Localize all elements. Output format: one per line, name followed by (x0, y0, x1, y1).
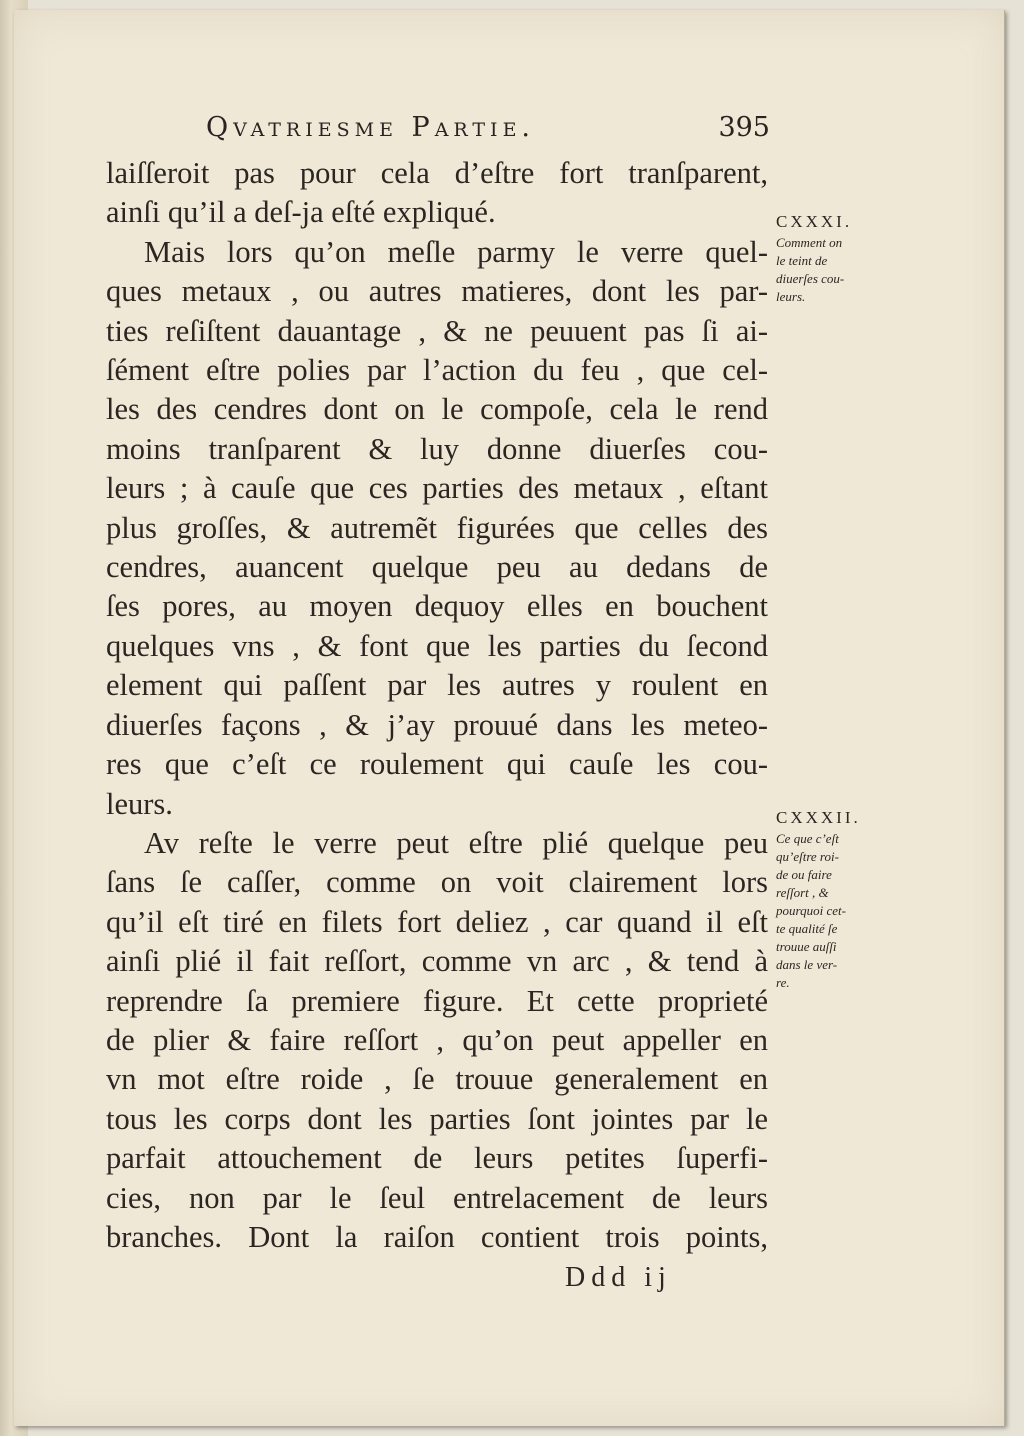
signature-mark: Ddd ij (565, 1262, 672, 1293)
text-line: ainſi qu’il a deſ-ja eſté expliqué. (106, 195, 496, 230)
margin-note-line: re. (776, 975, 790, 990)
text-line: cendres, auancent quelque peu au dedans de (106, 550, 768, 585)
text-line: moins tranſparent & luy donne diuerſes cou- (106, 431, 768, 466)
margin-note-line: qu’eſtre roi- (776, 849, 839, 864)
margin-note-line: reſſort , & (776, 885, 829, 900)
paragraph-start-line: Mais lors qu’on meſle parmy le verre quel- (144, 234, 768, 269)
margin-note-line: pourquoi cet- (776, 903, 846, 918)
running-title: Qvatriesme Partie. (206, 112, 536, 143)
text-line: les des cendres dont on le compoſe, cela le rend (106, 392, 768, 427)
margin-note-line: trouue auſſi (776, 939, 837, 954)
margin-note-line: te qualité ſe (776, 921, 838, 936)
text-line: ſément eſtre polies par l’action du feu , que cel- (106, 353, 768, 388)
margin-note-cxxxi (776, 212, 880, 306)
text-line: ſans ſe caſſer, comme on voit clairement lors (106, 865, 768, 900)
margin-note-line: de ou faire (776, 867, 832, 882)
page-header (200, 112, 770, 152)
text-line: res que c’eſt ce roulement qui cauſe les cou- (106, 747, 768, 782)
margin-note-line: dans le ver- (776, 957, 838, 972)
text-line: ties reſiſtent dauantage , & ne peuuent pas ſi ai- (106, 313, 768, 348)
main-text-block (106, 154, 768, 1257)
text-line: vn mot eſtre roide , ſe trouue generalement en (106, 1062, 768, 1097)
text-line: quelques vns , & font que les parties du ſecond (106, 628, 768, 663)
text-line: ſes pores, au moyen dequoy elles en bouchent (106, 589, 768, 624)
text-line: leurs. (106, 786, 173, 821)
text-line: element qui paſſent par les autres y roulent en (106, 668, 768, 703)
text-line: branches. Dont la raiſon contient trois points, (106, 1219, 768, 1254)
text-line: diuerſes façons , & j’ay prouué dans les meteo- (106, 707, 768, 742)
text-line: leurs ; à cauſe que ces parties des metaux , eſtant (106, 471, 768, 506)
text-line: ques metaux , ou autres matieres, dont les par- (106, 274, 768, 309)
margin-note-line: Ce que c’eſt (776, 831, 839, 846)
text-line: plus groſſes, & autremẽt figurées que celles des (106, 510, 768, 545)
margin-note-number: CXXXI. (776, 212, 853, 231)
text-line: reprendre ſa premiere figure. Et cette proprieté (106, 983, 768, 1018)
margin-note-number: CXXXII. (776, 808, 861, 827)
page-number: 395 (718, 112, 770, 143)
margin-note-line: Comment on (776, 235, 843, 250)
margin-note-line: diuerſes cou- (776, 271, 845, 286)
text-line: qu’il eſt tiré en filets fort deliez , car quand il eſt (106, 904, 768, 939)
text-line: de plier & faire reſſort , qu’on peut appeller en (106, 1022, 768, 1057)
text-line: ainſi plié il fait reſſort, comme vn arc , & tend à (106, 944, 768, 979)
text-line: laiſſeroit pas pour cela d’eſtre fort tranſparent, (106, 156, 768, 190)
text-line: tous les corps dont les parties ſont jointes par le (106, 1101, 768, 1136)
margin-note-line: le teint de (776, 253, 828, 268)
paragraph-start-line: Av reſte le verre peut eſtre plié quelque peu (144, 825, 768, 860)
margin-note-cxxxii (776, 808, 880, 992)
text-line: cies, non par le ſeul entrelacement de leurs (106, 1180, 768, 1215)
margin-note-line: leurs. (776, 289, 806, 304)
text-line: parfait attouchement de leurs petites ſuperfi- (106, 1141, 768, 1176)
